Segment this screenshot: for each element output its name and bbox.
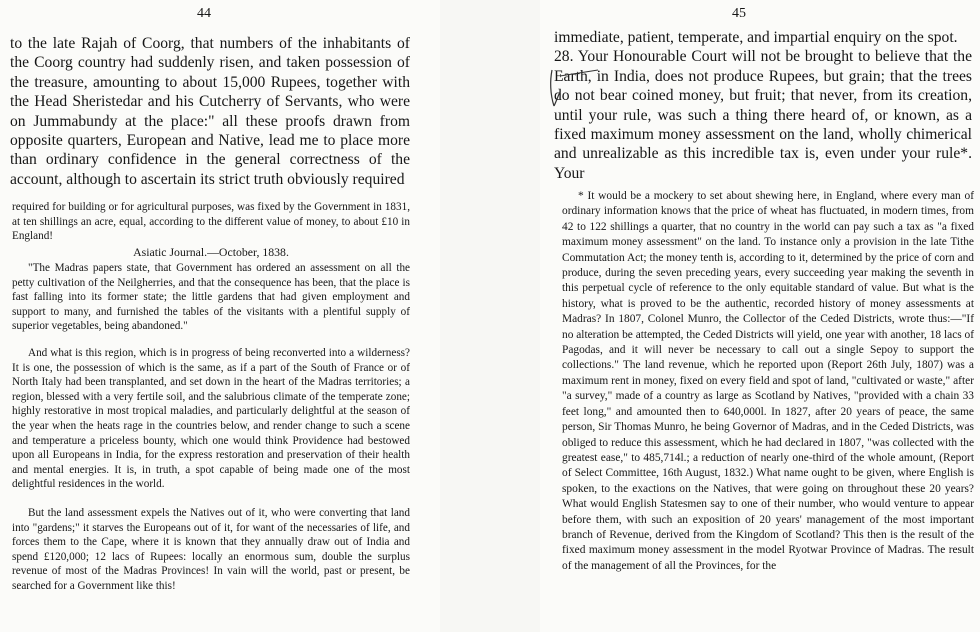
- book-gutter: [440, 0, 540, 632]
- building-paragraph: required for building or for agricultural purposes, was fixed by the Government in 1831, at ten shillings an acre, equal, according to the different value of money, to about £10 in England!: [12, 201, 410, 243]
- left-small-paragraph: [12, 200, 410, 244]
- right-page: [540, 0, 980, 632]
- region-paragraph: And what is this region, which is in progress of being reconverted into a wilderness? It is one, the possession of which is the same, as if a part of the South of France or of North Italy had been transplanted, and set down in the heart of the Madras territories; a region, blessed with a very fertile soil, and the salubrious climate of the temperate zone; highly restorative in most tropical maladies, and particularly delightful at the season of the year when the heats rage in the countries below, and render change to such a scene and temperature a priceless bounty, which one would think Providence had bestowed upon all Europeans in India, for the express restoration and preservation of their health and mental energies. It is, in truth, a spot capable of being made one of the most delightful residences in the world.: [12, 347, 410, 491]
- footnote-text: * It would be a mockery to set about shewing here, in England, where every man of ordinary information knows that the price of wheat has fluctuated, in modern times, from 42 to 122 shillings a quarter, that no country in the world can pay such a tax as "a fixed maximum money assessment" on the land. To instance only a provision in the late Tithe Commutation Act; the money tenth is, according to it, determined by the price of corn and produce, during the seven preceding years, every succeeding year making the seventh in this perpetual cycle of reference to the only equitable standard of value. But what is the history, what is proved to be the authentic, recorded history of money assessments at Madras? In 1807, Colonel Munro, the Collector of the Ceded Districts, wrote thus:—"If no alteration be attempted, the Ceded Districts will yield, one year with another, 18 lacs of Pagodas, and it will never be necessary to call out a single Sepoy to support the collections." The land revenue, which he reported upon (Report 26th July, 1807) was a maximum rent in money, fixed on every field and spot of land, "cultivated or waste," after "a survey," made of a country as large as Scotland by Natives, "provided with a chain 33 feet long," and amounted then to 640,000l. In 1827, after 20 years of peace, the same person, Sir Thomas Munro, he being Governor of Madras, and in the Ceded Districts, was obliged to reduce this assessment, which he had declared in 1807, "was collected with the greatest ease," to 485,714l.; a reduction of nearly one-third of the whole amount, (Report of Select Committee, 16th August, 1832.) What name ought to be given, where English is spoken, to the exactions on the Natives, that were going on throughout these 20 years? What would English Statesmen say to one of their number, who would venture to appear before them, with such an exposition of 20 years' management of the most important branch of Revenue, derived from the Kingdom of Scotland? This then is the result of the fixed maximum money assessment in the model Ryotwar Province of Madras. The result of the management of all the Provinces, for the: [562, 190, 975, 572]
- left-main-text: to the late Rajah of Coorg, that numbers of the inhabitants of the Coorg country had suddenly risen, and taken possession of the treasure, amounting to about 15,000 Rupees, together with the Head Sheristedar and his Cutcherry of Servants, who were on Jummabundy at the place:" all these proofs drawn from opposite quarters, European and Native, lead me to place more than ordinary confidence in the general correctness of the account, although to ascertain its strict truth obviously required: [10, 35, 410, 188]
- paragraph-number: 28.: [554, 48, 574, 66]
- footnote-block: [562, 189, 974, 574]
- left-page: [0, 0, 440, 632]
- quote-text: "The Madras papers state, that Government has ordered an assessment on all the petty cultivation of the Neilgherries, and that the consequence has been, that the place is fast falling into its former state; the little gardens that had given employment and support to many, and furnished the tables of the visitants with a plentiful supply of superior vegetables, being abandoned.": [12, 262, 410, 333]
- honourable-court-text: Your Honourable Court will not be brought to believe that the Earth, in India, does not produce Rupees, but grain; that the trees do not bear coined money, but fruit; that never, from its creation, until your rule, was such a thing there heard of, or known, as a fixed maximum money assessment on the land, wholly chimerical and unrealizable as this incredible tax is, even under your rule*. Your: [554, 48, 972, 182]
- enquiry-line: immediate, patient, temperate, and impartial enquiry on the spot.: [554, 29, 958, 46]
- right-main-text: [554, 28, 972, 183]
- quote-block: [12, 261, 410, 334]
- page-number-right: 45: [732, 6, 746, 21]
- region-paragraph-block: [12, 346, 410, 492]
- assessment-paragraph-block: [12, 506, 410, 594]
- page-number-left: 44: [197, 6, 211, 21]
- quote-heading: Asiatic Journal.—October, 1838.: [133, 245, 289, 259]
- assessment-paragraph: But the land assessment expels the Natives out of it, who were converting that land into "gardens;" it starves the Europeans out of it, for want of the necessaries of life, and forces them to the Cape, where it is known that they annually draw out of India and spend £120,000; 12 lacs of Rupees: locally an enormous sum, double the surplus revenue of most of the Madras Provinces! In vain will the world, past or present, be searched for a Government like this!: [12, 507, 410, 592]
